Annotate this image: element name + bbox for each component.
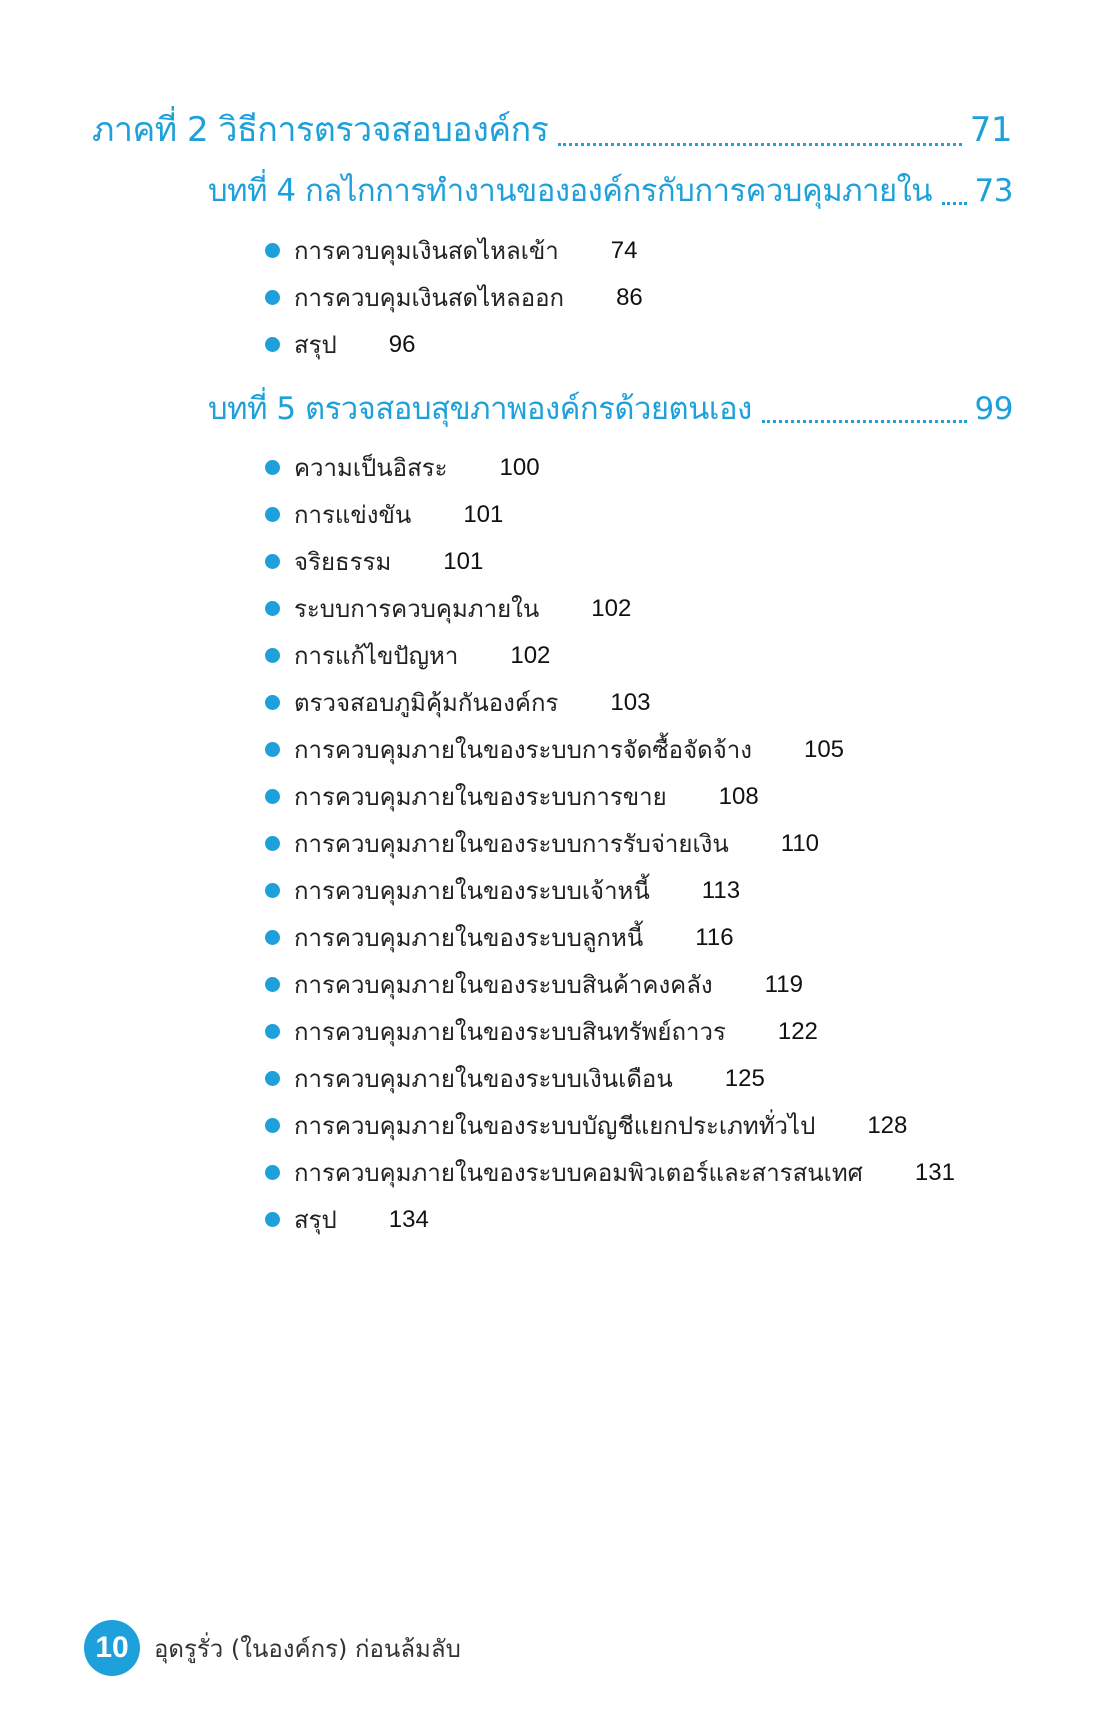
bullet-icon bbox=[265, 648, 280, 663]
page-footer bbox=[84, 1620, 461, 1676]
toc-item-label: การควบคุมภายในของระบบการรับจ่ายเงิน bbox=[294, 830, 729, 858]
toc-item-page: 134 bbox=[388, 1205, 429, 1233]
toc-item-label: การควบคุมเงินสดไหลเข้า bbox=[294, 237, 559, 265]
toc-item-page: 125 bbox=[724, 1064, 765, 1092]
part-page-number: 71 bbox=[969, 110, 1012, 150]
toc-item-page: 100 bbox=[499, 453, 540, 481]
bullet-icon bbox=[265, 1165, 280, 1180]
bullet-icon bbox=[265, 836, 280, 851]
toc-item-label: การควบคุมภายในของระบบบัญชีแยกประเภททั่วไป bbox=[294, 1112, 816, 1140]
running-book-title: อุดรูรั่ว (ในองค์กร) ก่อนล้มลับ bbox=[154, 1634, 461, 1663]
toc-item bbox=[265, 961, 955, 1008]
toc-item bbox=[265, 274, 643, 321]
toc-item bbox=[265, 1102, 955, 1149]
bullet-icon bbox=[265, 1212, 280, 1227]
chapter-4-item-list bbox=[265, 227, 643, 368]
toc-item bbox=[265, 914, 955, 961]
toc-item-label: การแก้ไขปัญหา bbox=[294, 642, 459, 670]
bullet-icon bbox=[265, 337, 280, 352]
toc-item-page: 105 bbox=[803, 735, 845, 763]
toc-item-label: การควบคุมภายในของระบบการจัดซื้อจัดจ้าง bbox=[294, 736, 752, 764]
toc-item bbox=[265, 1008, 955, 1055]
bullet-icon bbox=[265, 1118, 280, 1133]
toc-item-page: 128 bbox=[867, 1111, 908, 1139]
toc-item-label: การควบคุมภายในของระบบการขาย bbox=[294, 783, 667, 811]
toc-item-label: ระบบการควบคุมภายใน bbox=[294, 595, 540, 623]
part-heading bbox=[92, 102, 1012, 156]
toc-item-page: 101 bbox=[463, 500, 504, 528]
toc-item bbox=[265, 321, 643, 368]
toc-item-page: 74 bbox=[610, 236, 638, 264]
chapter-page-number: 73 bbox=[974, 173, 1013, 209]
toc-item bbox=[265, 1196, 955, 1243]
chapter-heading-5 bbox=[208, 383, 1013, 433]
toc-item-label: การควบคุมภายในของระบบสินทรัพย์ถาวร bbox=[294, 1018, 726, 1046]
toc-item-page: 110 bbox=[780, 829, 820, 857]
toc-item bbox=[265, 538, 955, 585]
chapter-5-item-list bbox=[265, 444, 955, 1243]
dot-leader bbox=[942, 202, 967, 205]
toc-item-label: ตรวจสอบภูมิคุ้มกันองค์กร bbox=[294, 689, 559, 717]
toc-item bbox=[265, 867, 955, 914]
toc-item-page: 113 bbox=[701, 876, 741, 904]
toc-item bbox=[265, 632, 955, 679]
bullet-icon bbox=[265, 977, 280, 992]
chapter-title: บทที่ 4 กลไกการทำงานขององค์กรกับการควบคุมภายใน bbox=[208, 173, 932, 209]
part-title: ภาคที่ 2 วิธีการตรวจสอบองค์กร bbox=[92, 110, 549, 150]
toc-item-label: การควบคุมภายในของระบบสินค้าคงคลัง bbox=[294, 971, 713, 999]
toc-item-page: 101 bbox=[443, 547, 484, 575]
chapter-title: บทที่ 5 ตรวจสอบสุขภาพองค์กรด้วยตนเอง bbox=[208, 391, 752, 427]
bullet-icon bbox=[265, 460, 280, 475]
bullet-icon bbox=[265, 243, 280, 258]
bullet-icon bbox=[265, 554, 280, 569]
toc-item-page: 102 bbox=[510, 641, 551, 669]
bullet-icon bbox=[265, 290, 280, 305]
bullet-icon bbox=[265, 507, 280, 522]
bullet-icon bbox=[265, 1071, 280, 1086]
toc-item bbox=[265, 820, 955, 867]
toc-item bbox=[265, 773, 955, 820]
toc-item-label: สรุป bbox=[294, 1206, 337, 1234]
toc-item bbox=[265, 1055, 955, 1102]
toc-item-page: 102 bbox=[591, 594, 632, 622]
page-number-badge: 10 bbox=[84, 1620, 140, 1676]
dot-leader bbox=[762, 420, 967, 423]
toc-item bbox=[265, 585, 955, 632]
toc-item-page: 86 bbox=[616, 283, 643, 311]
toc-item-label: สรุป bbox=[294, 331, 337, 359]
toc-item bbox=[265, 679, 955, 726]
bullet-icon bbox=[265, 883, 280, 898]
bullet-icon bbox=[265, 789, 280, 804]
dot-leader bbox=[558, 143, 961, 146]
bullet-icon bbox=[265, 742, 280, 757]
bullet-icon bbox=[265, 695, 280, 710]
chapter-heading-4 bbox=[208, 165, 1013, 215]
chapter-page-number: 99 bbox=[974, 391, 1013, 427]
toc-item-page: 103 bbox=[610, 688, 651, 716]
toc-item-page: 122 bbox=[777, 1017, 818, 1045]
toc-item bbox=[265, 726, 955, 773]
toc-item-page: 131 bbox=[914, 1158, 955, 1186]
toc-item-label: การควบคุมภายในของระบบคอมพิวเตอร์และสารสนเทศ bbox=[294, 1159, 863, 1187]
bullet-icon bbox=[265, 601, 280, 616]
toc-item-label: จริยธรรม bbox=[294, 548, 392, 576]
toc-item bbox=[265, 444, 955, 491]
toc-item-label: การแข่งขัน bbox=[294, 501, 412, 529]
toc-item bbox=[265, 491, 955, 538]
toc-item-page: 116 bbox=[695, 923, 734, 951]
bullet-icon bbox=[265, 1024, 280, 1039]
bullet-icon bbox=[265, 930, 280, 945]
toc-item-label: ความเป็นอิสระ bbox=[294, 454, 448, 482]
toc-item-label: การควบคุมภายในของระบบเจ้าหนี้ bbox=[294, 877, 650, 905]
toc-item-page: 119 bbox=[764, 970, 803, 998]
toc-item-page: 108 bbox=[718, 782, 759, 810]
toc-item-label: การควบคุมเงินสดไหลออก bbox=[294, 284, 565, 312]
toc-item-label: การควบคุมภายในของระบบเงินเดือน bbox=[294, 1065, 673, 1093]
toc-item bbox=[265, 1149, 955, 1196]
toc-item-page: 96 bbox=[388, 330, 416, 358]
toc-item-label: การควบคุมภายในของระบบลูกหนี้ bbox=[294, 924, 644, 952]
toc-item bbox=[265, 227, 643, 274]
